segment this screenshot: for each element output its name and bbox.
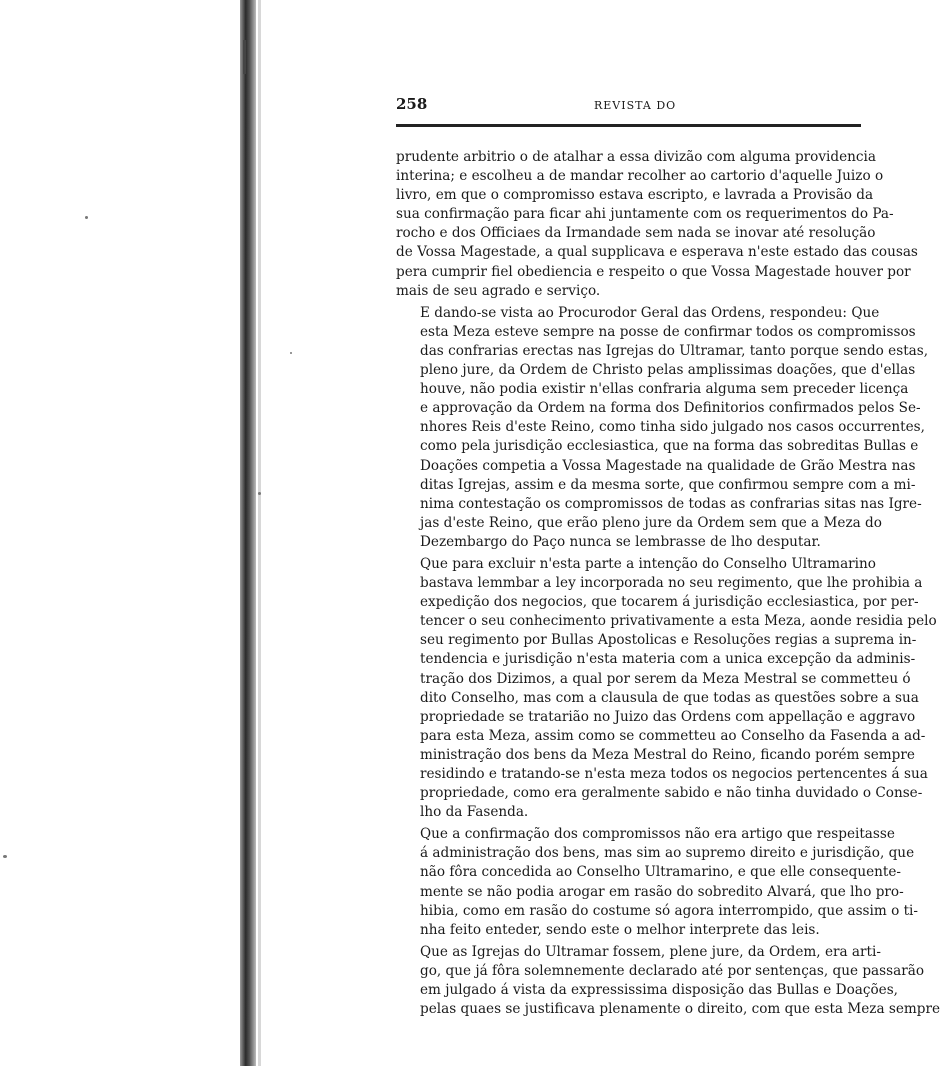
text-line: houve, não podia existir n'ellas confraria alguma sem preceder licença xyxy=(420,381,909,398)
text-line: interina; e escolheu a de mandar recolher ao cartorio d'aquelle Juizo o xyxy=(396,168,884,185)
text-line: expedição dos negocios, que tocarem á jurisdição ecclesiastica, por per- xyxy=(420,594,919,611)
text-line: e approvação da Ordem na forma dos Definitorios confirmados pelos Se- xyxy=(420,400,921,417)
text-line: á administração dos bens, mas sim ao supremo direito e jurisdição, que xyxy=(420,845,915,862)
text-line: tendencia e jurisdição n'esta materia com a unica excepção da adminis- xyxy=(420,651,916,668)
text-line: para esta Meza, assim como se commetteu ao Conselho da Fasenda a ad- xyxy=(420,727,926,744)
text-line: sua confirmação para ficar ahi juntamente com os requerimentos do Pa- xyxy=(396,206,894,223)
paper-speck xyxy=(85,216,88,219)
text-line: rocho e dos Officiaes da Irmandade sem nada se inovar até resolução xyxy=(396,225,876,242)
text-line: nima contestação os compromissos de todas as confrarias sitas nas Igre- xyxy=(420,495,922,512)
text-line: Que as Igrejas do Ultramar fossem, plene jure, da Ordem, era arti- xyxy=(420,943,881,960)
text-line: pelas quaes se justificava plenamente o direito, com que esta Meza sempre xyxy=(420,1001,940,1018)
text-line: tração dos Dizimos, a qual por serem da Meza Mestral se commetteu ó xyxy=(420,670,911,687)
text-line: dito Conselho, mas com a clausula de que todas as questões sobre a sua xyxy=(420,689,919,706)
paper-speck xyxy=(3,855,7,858)
text-line: bastava lemmbar a ley incorporada no seu regimento, que lhe prohibia a xyxy=(420,575,923,592)
text-line: Doações competia a Vossa Magestade na qualidade de Grão Mestra nas xyxy=(420,457,916,474)
page-header xyxy=(396,95,861,117)
text-line: residindo e tratando-se n'esta meza todos os negocios pertencentes á sua xyxy=(420,766,928,782)
text-line: Que para excluir n'esta parte a intenção do Conselho Ultramarino xyxy=(420,555,876,572)
text-line: nhores Reis d'este Reino, como tinha sido julgado nos casos occurrentes, xyxy=(420,419,925,436)
text-line: ministração dos bens da Meza Mestral do Reino, ficando porém sempre xyxy=(420,746,915,763)
text-line: pera cumprir fiel obediencia e respeito o que Vossa Magestade houver por xyxy=(396,263,911,280)
paper-speck xyxy=(258,492,261,495)
text-line: mente se não podia arogar em rasão do sobredito Alvará, que lho pro- xyxy=(420,883,904,900)
text-line: de Vossa Magestade, a qual supplicava e esperava n'este estado das cousas xyxy=(396,244,918,261)
text-line: prudente arbitrio o de atalhar a essa divizão com alguma providencia xyxy=(396,149,876,165)
paragraph xyxy=(396,304,929,552)
text-line: ditas Igrejas, assim e da mesma sorte, que confirmou sempre com a mi- xyxy=(420,476,916,493)
book-binding-gutter xyxy=(240,0,256,1066)
paragraph xyxy=(396,148,918,301)
page-edge xyxy=(258,0,261,1066)
text-line: go, que já fôra solemnemente declarado até por sentenças, que passarão xyxy=(420,962,924,979)
text-line: Dezembargo do Paço nunca se lembrasse de lho desputar. xyxy=(420,533,821,550)
text-line: mais de seu agrado e serviço. xyxy=(396,282,601,299)
text-line: jas d'este Reino, que erão pleno jure da Ordem sem que a Meza do xyxy=(420,514,882,531)
paragraph xyxy=(396,943,940,1019)
text-line: lho da Fasenda. xyxy=(420,804,529,821)
body-text xyxy=(396,148,940,1022)
paragraph xyxy=(396,555,937,822)
text-line: propriedade, como era geralmente sabido e não tinha duvidado o Conse- xyxy=(420,785,923,802)
gutter-mark xyxy=(243,40,246,74)
text-line: das confrarias erectas nas Igrejas do Ultramar, tanto porque sendo estas, xyxy=(420,342,929,359)
text-line: propriedade se tratarião no Juizo das Ordens com appellação e aggravo xyxy=(420,708,916,725)
paper-speck xyxy=(290,352,292,354)
running-head: REVISTA DO xyxy=(594,99,677,112)
text-line: em julgado á vista da expressissima disposição das Bullas e Doações, xyxy=(420,982,898,999)
text-line: hibia, como em rasão do costume só agora interrompido, que assim o ti- xyxy=(420,902,918,919)
header-rule xyxy=(396,124,861,127)
text-line: tencer o seu conhecimento privativamente a esta Meza, aonde residia pelo xyxy=(420,613,937,630)
text-line: não fôra concedida ao Conselho Ultramarino, e que elle consequente- xyxy=(420,864,901,881)
paragraph xyxy=(396,825,918,940)
text-line: esta Meza esteve sempre na posse de confirmar todos os compromissos xyxy=(420,323,916,340)
page-number: 258 xyxy=(396,95,428,113)
text-line: nha feito enteder, sendo este o melhor interprete das leis. xyxy=(420,921,820,938)
text-line: Que a confirmação dos compromissos não era artigo que respeitasse xyxy=(420,826,895,843)
text-line: pleno jure, da Ordem de Christo pelas amplissimas doações, que d'ellas xyxy=(420,362,916,379)
text-line: livro, em que o compromisso estava escripto, e lavrada a Provisão da xyxy=(396,187,874,204)
text-line: E dando-se vista ao Procurodor Geral das Ordens, respondeu: Que xyxy=(420,304,880,321)
text-line: seu regimento por Bullas Apostolicas e Resoluções regias a suprema in- xyxy=(420,632,917,649)
text-line: como pela jurisdição ecclesiastica, que na forma das sobreditas Bullas e xyxy=(420,438,919,455)
